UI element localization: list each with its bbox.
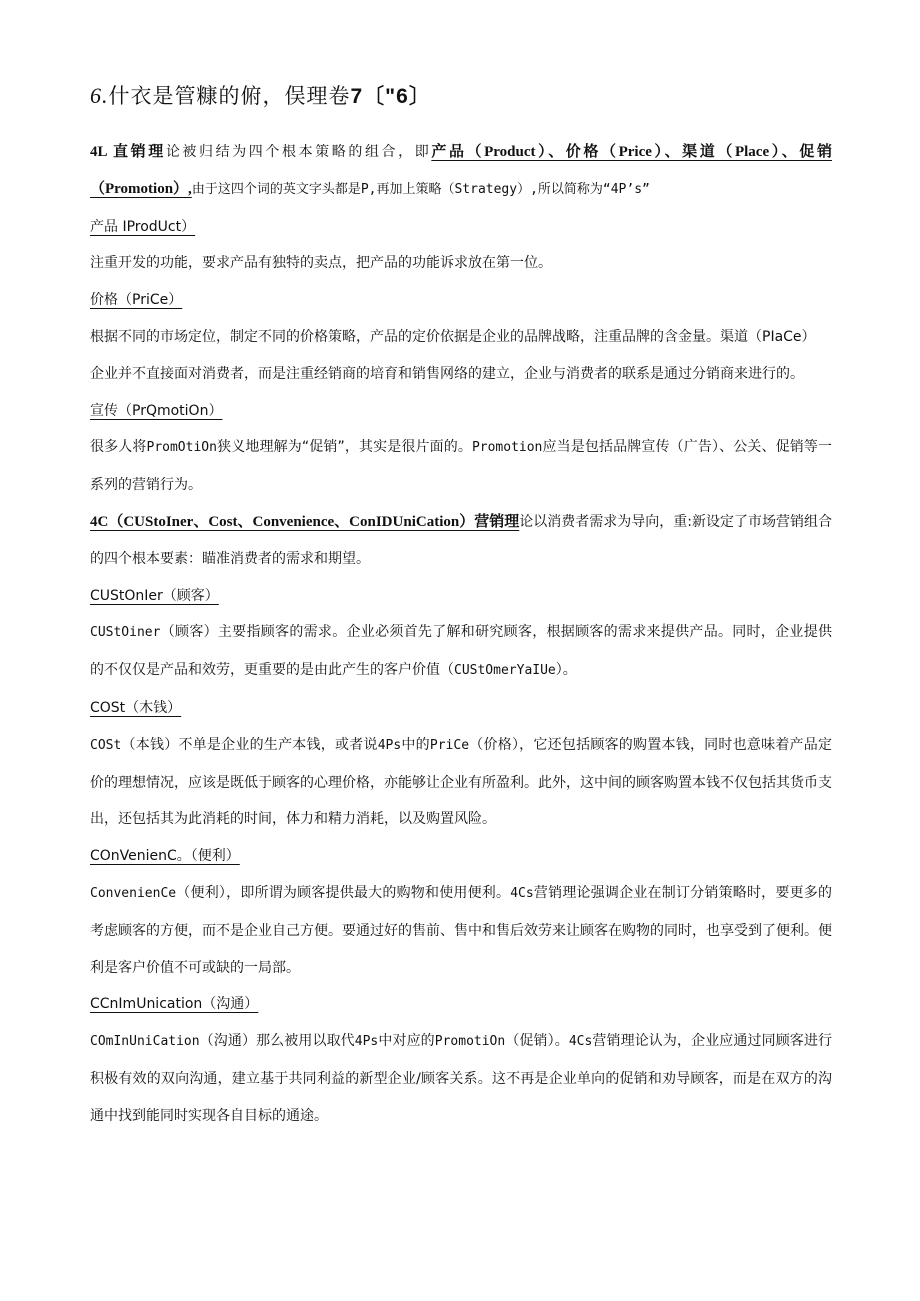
communication-body — [90, 1023, 832, 1134]
communication-heading-text: CCnImUnication（沟通） — [90, 996, 259, 1013]
intro-paragraph — [90, 134, 832, 209]
communication-text-1: （沟通）那么被用以取代 — [199, 1033, 355, 1050]
promotion-heading — [90, 393, 832, 430]
convenience-term-2: 4Cs — [510, 885, 534, 901]
section-title — [90, 80, 431, 110]
promotion-body — [90, 429, 832, 504]
cost-term-2: 4Ps — [377, 737, 402, 753]
price-heading — [90, 282, 832, 319]
convenience-heading — [90, 838, 832, 875]
customer-text-1: （顾客）主要指顾客的需求。企业必须首先了解和研究顾客，根据顾客的需求来提供产品。同时，企业提供的不仅仅是产品和效劳，更重要的是由此产生的客户价值（ — [90, 624, 832, 679]
communication-term-2: 4Ps — [354, 1034, 379, 1050]
communication-term-3: PromotiOn — [434, 1034, 506, 1050]
communication-term-4: 4Cs — [568, 1034, 593, 1050]
customer-heading — [90, 578, 832, 615]
intro-term: 4L 直销理 — [90, 144, 166, 160]
price-body: 根据不同的市场定位，制定不同的价格策略，产品的定价依据是企业的品牌战略，注重品牌的含金量。渠道（PIaCe） — [90, 328, 816, 345]
price-heading-text: 价格（PriCe） — [90, 292, 183, 309]
cost-term-3: PriCe — [429, 737, 470, 753]
convenience-text-1: （便利），即所谓为顾客提供最大的购物和使用便利。 — [176, 884, 511, 901]
title-number: 6. — [90, 83, 109, 108]
promotion-term-1: PromOtiOn — [146, 440, 217, 456]
promotion-text-1: 很多人将 — [90, 439, 147, 456]
customer-heading-text: CUStOnIer（顾客） — [90, 587, 219, 604]
customer-term-1: CUStOiner — [90, 625, 161, 641]
customer-body — [90, 614, 832, 690]
convenience-body — [90, 875, 832, 986]
customer-text-2: ）。 — [555, 662, 577, 679]
fourc-paragraph — [90, 504, 832, 578]
communication-heading — [90, 986, 832, 1023]
promotion-heading-text: 宣传（PrQmotiOn） — [90, 402, 223, 419]
cost-text-3: （价格），它还包括顾客的购置本钱，同时也意味着产品定价的理想情况，应该是既低于顾客的心理价格，亦能够让企业有所盈利。此外，这中间的顾客购置本钱不仅包括其货币支出，还包括其为此消耗的时间，体力和精力消耗，以及购置风险。 — [90, 736, 833, 828]
promotion-term-2: Promotion — [471, 440, 543, 456]
intro-text: 论被归结为四个根本策略的组合，即 — [165, 144, 432, 160]
convenience-term-1: ConvenienCe — [90, 885, 177, 901]
cost-text-2: 中的 — [401, 736, 430, 753]
convenience-heading-text: COnVenienC。（便利） — [90, 848, 240, 865]
cost-term-1: COSt — [90, 737, 122, 753]
intro-text-2: 由于这四个词的英文字头都是P,再加上策略（Strategy）,所以简称为“4P’s” — [191, 181, 650, 197]
communication-term-1: COmInUniCation — [90, 1034, 200, 1050]
communication-text-3: （促销）。 — [505, 1033, 569, 1050]
intro-4p-list: 产品（Product）、价格（Price）、渠道（Place）、促销（Promotion）, — [90, 144, 832, 197]
title-tail: 7〔"6〕 — [350, 85, 431, 108]
cost-body — [90, 727, 832, 838]
document-body — [90, 134, 832, 1135]
communication-text-4: 营销理论认为，企业应通过同顾客进行积极有效的双向沟通，建立基于共同利益的新型企业/顾客关系。这不再是企业单向的促销和劝导顾客，而是在双方的沟通中找到能同时实现各自目标的通途。 — [90, 1033, 833, 1124]
promotion-text-2: 狭义地理解为“促销”，其实是很片面的。 — [216, 439, 472, 456]
product-heading — [90, 209, 832, 246]
cost-heading-text: COSt（木钱） — [90, 699, 182, 716]
communication-text-2: 中对应的 — [378, 1033, 435, 1050]
product-heading-text: 产品 IProdUct） — [90, 218, 196, 235]
fourc-term: 4C（CUStoIner、Cost、Convenience、ConIDUniCation）营销理 — [90, 513, 520, 530]
customer-term-2: CUStOmerYaIUe — [454, 663, 556, 679]
cost-text-1: （本钱）不单是企业的生产本钱，或者说 — [121, 736, 378, 753]
cost-heading — [90, 690, 832, 727]
place-body: 企业并不直接面对消费者，而是注重经销商的培育和销售网络的建立，企业与消费者的联系是通过分销商来进行的。 — [90, 365, 804, 382]
product-body: 注重开发的功能，要求产品有独特的卖点，把产品的功能诉求放在第一位。 — [90, 255, 552, 272]
title-text: 什衣是管糠的俯，俣理卷 — [108, 84, 351, 108]
convenience-text-2: 营销理论强调企业在制订分销策略时，要更多的考虑顾客的方便，而不是企业自己方便。要通过好的售前、售中和售后效劳来让顾客在购物的同时，也享受到了便利。便利是客户价值不可或缺的一局部。 — [90, 884, 833, 976]
promotion-text-3: 应当是包括品牌宣传（广告）、公关、促销等一系列的营销行为。 — [90, 439, 832, 494]
fourc-text: 论以消费者需求为导向，重:新设定了市场营销组合的四个根本要素：瞄准消费者的需求和期望。 — [90, 513, 832, 567]
